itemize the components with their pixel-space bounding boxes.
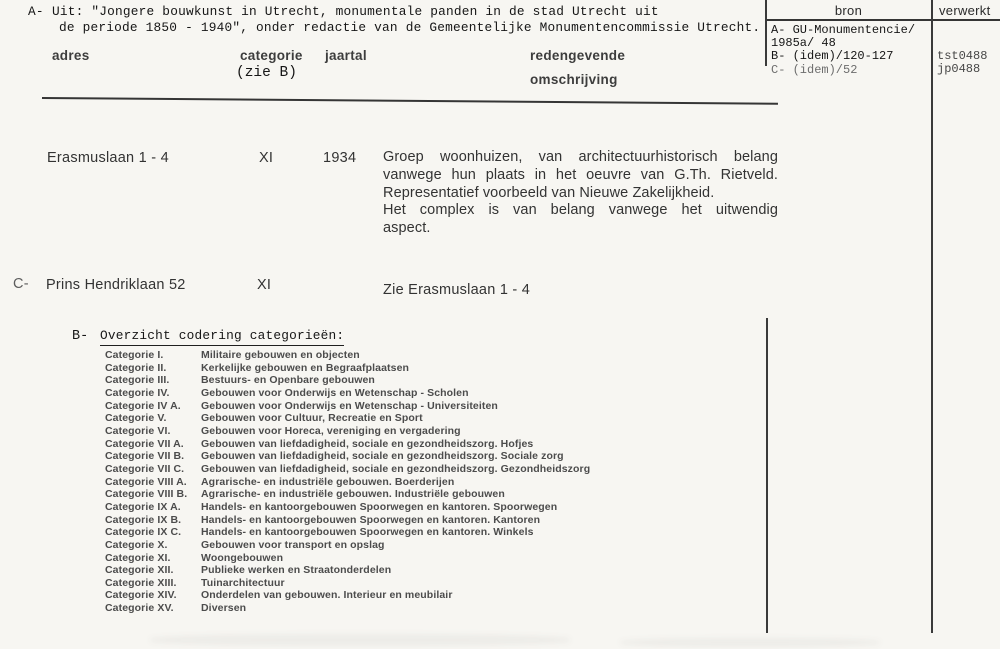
category-row: [105, 501, 665, 514]
omschrijving-line: Groep woonhuizen, van architectuurhistorisch belang: [383, 149, 778, 165]
category-code: Categorie IV A.: [105, 399, 181, 412]
category-label: Tuinarchitectuur: [201, 576, 285, 589]
entry-omschrijving: Zie Erasmuslaan 1 - 4: [383, 282, 531, 298]
category-code: Categorie VI.: [105, 424, 171, 437]
category-code: Categorie IX C.: [105, 526, 182, 539]
category-label: Gebouwen voor Onderwijs en Wetenschap - Universiteiten: [201, 399, 498, 412]
category-code: Categorie XV.: [105, 602, 174, 615]
section-b-title: Overzicht codering categorieën:: [100, 328, 344, 346]
bron-box-left-border: [765, 0, 767, 66]
header-divider-rule: [42, 97, 778, 104]
category-label: Gebouwen van liefdadigheid, sociale en gezondheidszorg. Hofjes: [201, 437, 534, 450]
category-code: Categorie II.: [105, 361, 167, 374]
bron-source-list: [771, 24, 915, 77]
right-margin-rule: [766, 318, 768, 633]
category-label: Diversen: [201, 602, 247, 615]
omschrijving-line: aspect.: [383, 220, 431, 237]
category-label: Gebouwen voor Onderwijs en Wetenschap - Scholen: [201, 386, 469, 399]
bron-header-underline: [765, 19, 1000, 21]
category-code: Categorie VIII B.: [105, 488, 188, 501]
verwerkt-code-list: [937, 50, 987, 77]
category-code: Categorie IV.: [105, 386, 170, 399]
category-row: [105, 539, 665, 552]
entry-adres: Prins Hendriklaan 52: [46, 277, 186, 293]
category-row: [105, 463, 665, 476]
category-label: Kerkelijke gebouwen en Begraafplaatsen: [201, 361, 410, 374]
entry-omschrijving: [383, 149, 778, 238]
intro-line-2: de periode 1850 - 1940", onder redactie van de Gemeentelijke Monumentencommissie Utrecht.: [59, 20, 761, 35]
category-row: [105, 438, 665, 451]
bron-source-line: C- (idem)/52: [771, 62, 858, 77]
verwerkt-column-header: verwerkt: [939, 3, 991, 18]
category-label: Handels- en kantoorgebouwen Spoorwegen en kantoren. Winkels: [201, 526, 534, 539]
bron-source-line: A- GU-Monumentencie/: [771, 23, 916, 37]
category-label: Gebouwen voor Cultuur, Recreatie en Sport: [201, 412, 423, 425]
category-label: Woongebouwen: [201, 551, 284, 564]
category-label: Militaire gebouwen en objecten: [201, 349, 360, 361]
category-row: [105, 488, 665, 501]
column-header-omschrijving: omschrijving: [530, 72, 618, 87]
category-code: Categorie XI.: [105, 551, 171, 564]
category-row: [105, 514, 665, 527]
column-header-adres: adres: [52, 48, 90, 63]
category-label: Bestuurs- en Openbare gebouwen: [201, 374, 375, 387]
category-row: [105, 589, 665, 602]
category-label: Handels- en kantoorgebouwen Spoorwegen en kantoren. Spoorwegen: [201, 500, 558, 513]
category-row: [105, 425, 665, 438]
verwerkt-code: jp0488: [937, 62, 981, 77]
bron-column-header: bron: [834, 3, 863, 18]
category-code: Categorie VIII A.: [105, 475, 187, 488]
category-code: Categorie V.: [105, 412, 167, 425]
category-row: [105, 349, 665, 362]
column-header-categorie: categorie: [240, 48, 303, 63]
category-code: Categorie IX B.: [105, 513, 182, 526]
category-code: Categorie I.: [105, 349, 164, 361]
column-header-redengevende: redengevende: [530, 48, 626, 63]
category-code: Categorie X.: [105, 538, 168, 551]
column-header-jaartal: jaartal: [325, 48, 367, 63]
category-code: Categorie III.: [105, 374, 170, 387]
category-code: Categorie VII B.: [105, 450, 185, 463]
omschrijving-line: vanwege hun plaats in het oeuvre van G.Th. Rietveld.: [383, 166, 778, 183]
category-list: [105, 349, 665, 615]
category-label: Gebouwen voor transport en opslag: [201, 538, 385, 551]
category-label: Handels- en kantoorgebouwen Spoorwegen en kantoren. Kantoren: [201, 513, 541, 526]
intro-marker-a: A-: [28, 4, 44, 19]
category-row: [105, 476, 665, 489]
category-code: Categorie VII C.: [105, 462, 185, 475]
scan-smudge: [620, 638, 880, 647]
category-label: Onderdelen van gebouwen. Interieur en meubilair: [201, 589, 453, 602]
intro-line-1: Uit: "Jongere bouwkunst in Utrecht, monumentale panden in de stad Utrecht uit: [52, 4, 659, 19]
section-b-marker: B-: [72, 329, 89, 344]
category-row: [105, 450, 665, 463]
category-label: Agrarische- en industriële gebouwen. Industriële gebouwen: [201, 488, 505, 501]
entry-adres: Erasmuslaan 1 - 4: [47, 150, 169, 166]
category-label: Gebouwen van liefdadigheid, sociale en gezondheidszorg. Sociale zorg: [201, 450, 564, 463]
bron-source-line: B- (idem)/120-127: [771, 49, 894, 64]
verwerkt-column-divider: [931, 0, 933, 633]
category-code: Categorie IX A.: [105, 500, 181, 513]
category-row: [105, 602, 665, 615]
category-code: Categorie VII A.: [105, 437, 184, 450]
omschrijving-line: Representatief voorbeeld van Nieuwe Zakelijkheid.: [383, 184, 715, 201]
category-row: [105, 564, 665, 577]
omschrijving-line: Het complex is van belang vanwege het uitwendig: [383, 202, 778, 219]
category-row: [105, 374, 665, 387]
bron-source-line: 1985a/ 48: [771, 36, 836, 51]
scan-smudge: [150, 634, 570, 646]
entry-jaartal: 1934: [323, 150, 357, 166]
category-row: [105, 552, 665, 565]
category-code: Categorie XIV.: [105, 589, 177, 602]
category-label: Publieke werken en Straatonderdelen: [201, 564, 392, 577]
category-row: [105, 387, 665, 400]
entry-categorie: XI: [257, 277, 272, 293]
category-label: Gebouwen voor Horeca, vereniging en vergadering: [201, 424, 461, 437]
verwerkt-code: tst0488: [937, 49, 988, 63]
category-code: Categorie XII.: [105, 564, 174, 577]
category-label: Agrarische- en industriële gebouwen. Boerderijen: [201, 475, 455, 488]
category-row: [105, 577, 665, 590]
column-header-zie-b: (zie B): [236, 65, 297, 81]
entry-categorie: XI: [259, 150, 274, 166]
category-row: [105, 400, 665, 413]
category-row: [105, 412, 665, 425]
category-label: Gebouwen van liefdadigheid, sociale en gezondheidszorg. Gezondheidszorg: [201, 462, 591, 475]
category-code: Categorie XIII.: [105, 576, 177, 589]
category-row: [105, 526, 665, 539]
entry-margin-marker-c: C-: [13, 276, 29, 292]
category-row: [105, 362, 665, 375]
